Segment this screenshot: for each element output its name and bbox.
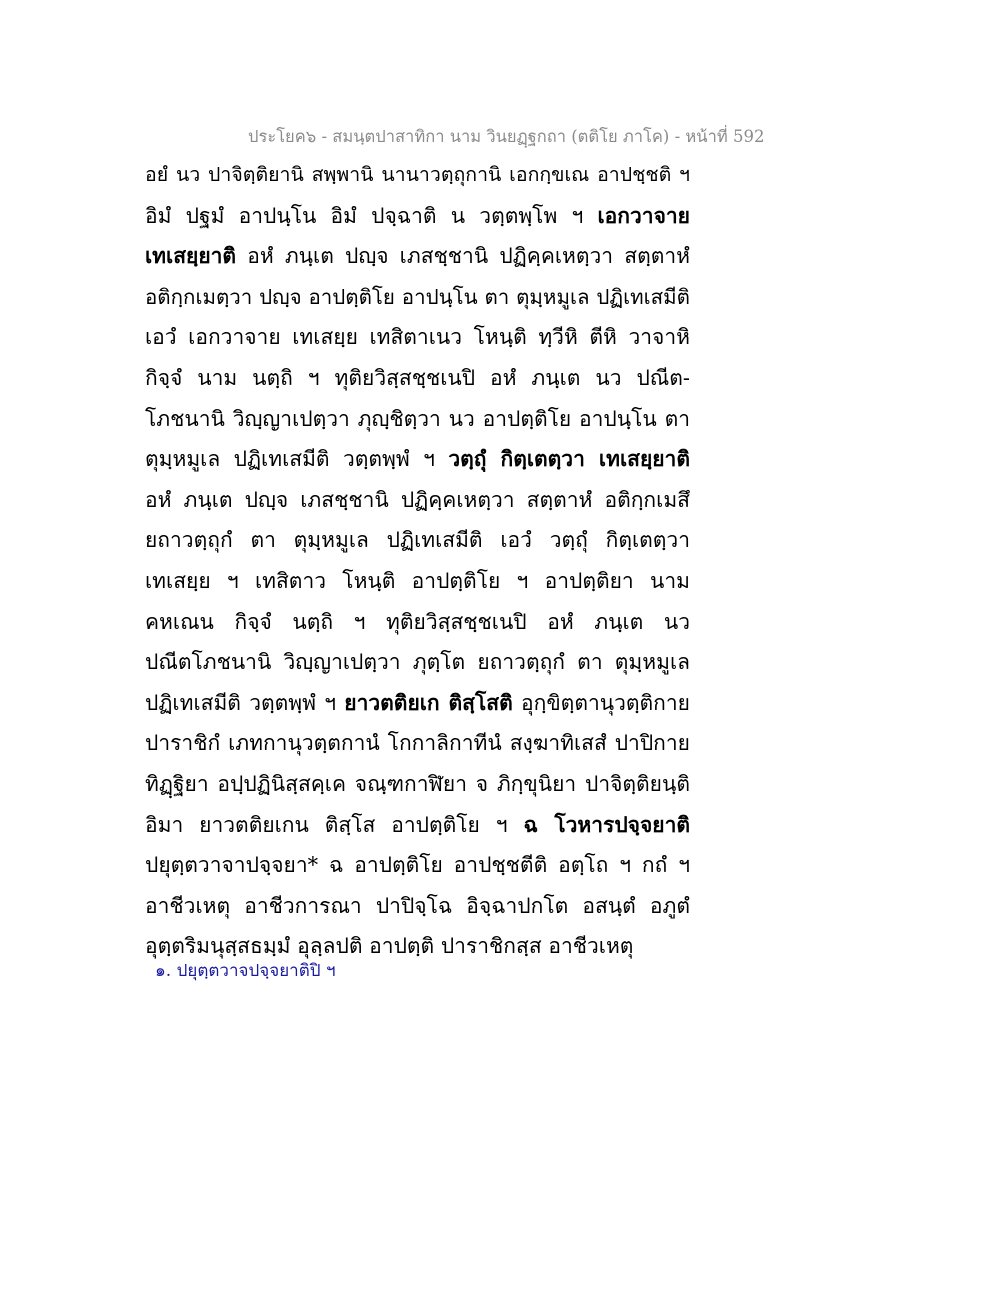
text-line [145,155,690,196]
text-segment: ปาราชิกํ เภทกานุวตฺตกานํ โกกาลิกาทีนํ สงฺฆาทิเสสํ ปาปิกาย [145,731,690,756]
bold-term: เทเสยฺยาติ [145,243,237,269]
text-line [145,520,690,561]
text-line [145,764,690,805]
text-segment: ปฏิเทเสมีติ วตฺตพฺพํ ฯ [145,690,345,715]
text-line [145,358,690,399]
body-text [145,155,690,967]
text-segment: ปณีตโภชนานิ วิญฺญาเปตฺวา ภุตฺโต ยถาวตฺถุกํ ตา ตุมฺหมูเล [145,650,690,675]
text-line [145,642,690,683]
text-segment: อุกฺขิตฺตานุวตฺติกาย [512,690,690,715]
text-segment: อยํ นว ปาจิตฺติยานิ สพฺพานิ นานาวตฺถุกานิ เอกกฺขเณ อาปชฺชติ ฯ [145,163,690,186]
text-line [145,236,690,277]
text-line [145,399,690,440]
page-header: ประโยค๖ - สมนฺตปาสาทิกา นาม วินยฏฺฐกถา (ตติโย ภาโค) - หน้าที่ 592 [248,127,765,146]
text-segment: * ฉ อาปตฺติโย อาปชฺชตีติ อตฺโถ ฯ กถํ ฯ [307,853,690,878]
text-segment: เอวํ เอกวาจาย เทเสยฺย เทสิตาเนว โหนฺติ ทฺวีหิ ตีหิ วาจาหิ [145,325,690,350]
text-line [145,480,690,521]
text-segment: ยถาวตฺถุกํ ตา ตุมฺหมูเล ปฏิเทเสมีติ เอวํ วตฺถุํ กิตฺเตตฺวา [145,528,690,553]
text-line [145,845,690,886]
text-segment: อุตฺตริมนุสฺสธมฺมํ อุลฺลปติ อาปตฺติ ปาราชิกสฺส อาชีวเหตุ [145,934,634,959]
bold-term: วตฺถุํ กิตฺเตตฺวา เทเสยฺยาติ [448,446,690,472]
text-segment: คหเณน กิจฺจํ นตฺถิ ฯ ทุติยวิสฺสชฺชเนปิ อหํ ภนฺเต นว [145,609,690,634]
text-segment: กิจฺจํ นาม นตฺถิ ฯ ทุติยวิสฺสชฺชเนปิ อหํ ภนฺเต นว ปณีต- [145,365,690,390]
text-line [145,439,690,480]
bold-term: ฉ โวหารปจฺจยาติ [523,811,690,837]
text-segment: โภชนานิ วิญฺญาเปตฺวา ภุญฺชิตฺวา นว อาปตฺติโย อาปนฺโน ตา [145,406,690,431]
text-line [145,561,690,602]
text-line [145,805,690,846]
text-segment: อหํ ภนฺเต ปญฺจ เภสชฺชานิ ปฏิคฺคเหตฺวา สตฺตาหํ อติกฺกเมสึ [145,487,690,512]
text-line [145,602,690,643]
text-segment: อิมํ ปฐมํ อาปนฺโน อิมํ ปจฺฉาติ น วตฺตพฺโพ ฯ [145,203,598,228]
text-line [145,196,690,237]
text-segment: อิมา ยาวตติยเกน ติสฺโส อาปตฺติโย ฯ [145,812,524,837]
bold-term: เอกวาจาย [597,202,690,228]
text-line [145,886,690,927]
text-segment: อหํ ภนฺเต ปญฺจ เภสชฺชานิ ปฏิคฺคเหตฺวา สตฺตาหํ [236,244,690,269]
text-segment: อาชีวเหตุ อาชีวการณา ปาปิจฺโฉ อิจฺฉาปกโต อสนฺตํ อภูตํ [145,893,690,918]
bold-term: ยาวตติยเก ติสฺโสติ [344,689,513,715]
text-segment: เทเสยฺย ฯ เทสิตาว โหนฺติ อาปตฺติโย ฯ อาปตฺติยา นาม [145,568,690,593]
text-line [145,317,690,358]
footnote: ๑. ปยุตฺตวาจปจฺจยาติปิ ฯ [155,961,336,981]
text-segment: ทิฏฺฐิยา อปฺปฏินิสฺสคฺเค จณฺฑกาฬิยา จ ภิกฺขุนิยา ปาจิตฺติยนฺติ [145,771,690,796]
text-line [145,277,690,318]
text-line [145,723,690,764]
text-segment: อติกฺกเมตฺวา ปญฺจ อาปตฺติโย อาปนฺโน ตา ตุมฺหมูเล ปฏิเทเสมีติ [145,284,690,309]
text-line [145,683,690,724]
text-segment: ตุมฺหมูเล ปฏิเทเสมีติ วตฺตพฺพํ ฯ [145,447,449,472]
text-segment: ปยุตฺตวาจาปจฺจยา [145,853,308,878]
